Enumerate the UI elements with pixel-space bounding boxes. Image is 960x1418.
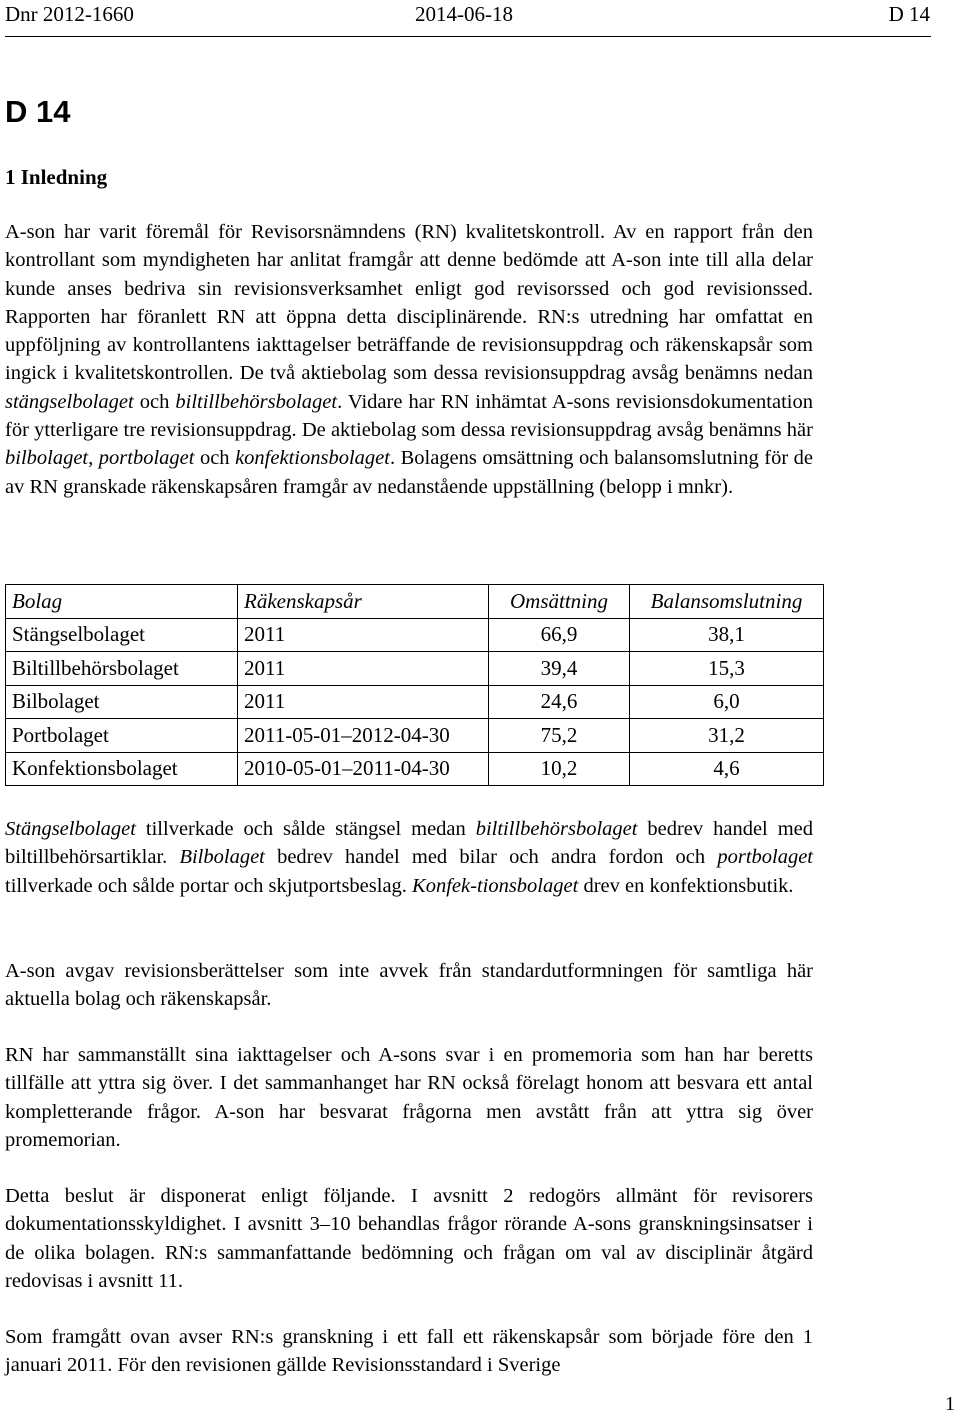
paragraph-memorandum <box>5 1041 813 1154</box>
cell-company: Stängselbolaget <box>6 618 238 652</box>
text-run: . Vidare har RN inhämtat A-sons revisionsdokumentation för ytterligare tre revisionsuppdrag. De aktiebolag som dessa revisionsuppdrag avsåg benämns här <box>5 390 813 442</box>
table-row <box>6 685 824 719</box>
cell-fiscal-year: 2011-05-01–2012-04-30 <box>238 719 489 753</box>
column-header-turnover: Omsättning <box>489 585 630 619</box>
text-run: bedrev handel med bilar och andra fordon och <box>264 846 718 869</box>
italic-text-run: portbolaget <box>98 447 195 470</box>
column-header-fiscal-year: Räkenskapsår <box>238 585 489 619</box>
text-run: Detta beslut är disponerat enligt följande. I avsnitt 2 redogörs allmänt för revisorers dokumentationsskyldighet. I avsnitt 3–10 behandlas frågor rörande A-sons granskningsinsatser i de olika bolagen. RN:s sammanfattande bedömning och frågan om val av disciplinär åtgärd redovisas i avsnitt 11. <box>5 1185 813 1292</box>
cell-balance-total: 15,3 <box>630 652 824 686</box>
cell-turnover: 66,9 <box>489 618 630 652</box>
text-run: tillverkade och sålde stängsel medan <box>135 818 476 840</box>
cell-turnover: 39,4 <box>489 652 630 686</box>
header-date: 2014-06-18 <box>415 2 513 26</box>
text-run: och <box>133 390 176 413</box>
text-run: bedrev handel med biltillbehörsartiklar. <box>5 818 813 869</box>
table-row <box>6 652 824 686</box>
text-run: A-son har varit föremål för Revisorsnämndens (RN) kvalitetskontroll. Av en rapport från den kontrollant som myndigheten har anlitat framgår att denne bedömde att A-son inte till alla delar kunde anses bedriva sin revisionsverksamhet enligt god revisorssed och god revisionssed. Rapporten har föranlett RN att öppna detta disciplinärende. RN:s utredning har omfattat en uppföljning av kontrollantens iakttagelser beträffande de revisionsuppdrag och räkenskapsår som ingick i kvalitetskontrollen. De två aktiebolag som dessa revisionsuppdrag avsåg benämns nedan <box>5 221 813 385</box>
cell-balance-total: 6,0 <box>630 685 824 719</box>
page-number: 1 <box>945 1393 955 1415</box>
cell-balance-total: 38,1 <box>630 618 824 652</box>
table-header-row <box>6 585 824 619</box>
paragraph-disposition <box>5 1182 813 1295</box>
text-run: . Bolagens omsättning och balansomslutning för de av RN granskade räkenskapsåren framgår av nedanstående uppställning (belopp i mnkr). <box>5 447 814 498</box>
cell-turnover: 24,6 <box>489 685 630 719</box>
table-row <box>6 618 824 652</box>
paragraph-standards <box>5 1323 813 1380</box>
text-run: , <box>88 447 99 470</box>
cell-fiscal-year: 2011 <box>238 685 489 719</box>
text-run: Som framgått ovan avser RN:s granskning i ett fall ett räkenskapsår som började före den 1 januari 2011. För den revisionen gällde Revisionsstandard i Sverige <box>5 1326 813 1377</box>
cell-turnover: 10,2 <box>489 752 630 786</box>
cell-fiscal-year: 2010-05-01–2011-04-30 <box>238 752 489 786</box>
header-decision-id: D 14 <box>888 2 930 26</box>
paragraph-audit-reports <box>5 957 813 1014</box>
italic-text-run: biltillbehörsbolaget <box>175 390 338 413</box>
italic-text-run: Stängselbolaget <box>5 818 136 840</box>
cell-fiscal-year: 2011 <box>238 618 489 652</box>
column-header-company: Bolag <box>6 585 238 619</box>
italic-text-run: Konfek-tionsbolaget <box>412 874 579 897</box>
cell-company: Portbolaget <box>6 719 238 753</box>
cell-company: Bilbolaget <box>6 685 238 719</box>
paragraph-intro <box>5 218 813 501</box>
text-run: RN har sammanställt sina iakttagelser och A-sons svar i en promemoria som han har beretts tillfälle att yttra sig över. I det sammanhanget har RN också förelagt honom att besvara ett antal kompletterande frågor. A-son har besvarat frågorna men avstått från att yttra sig över promemorian. <box>5 1044 813 1151</box>
cell-fiscal-year: 2011 <box>238 652 489 686</box>
cell-turnover: 75,2 <box>489 719 630 753</box>
cell-balance-total: 4,6 <box>630 752 824 786</box>
italic-text-run: portbolaget <box>717 846 814 869</box>
cell-company: Konfektionsbolaget <box>6 752 238 786</box>
text-run: tillverkade och sålde portar och skjutportsbeslag. <box>5 874 413 897</box>
cell-company: Biltillbehörsbolaget <box>6 652 238 686</box>
page-header <box>5 0 930 36</box>
italic-text-run: bilbolaget <box>5 447 89 470</box>
paragraph-company-descriptions <box>5 815 813 900</box>
text-run: A-son avgav revisionsberättelser som inte avvek från standardutformningen för samtliga här aktuella bolag och räkenskapsår. <box>5 960 813 1011</box>
header-case-number: Dnr 2012-1660 <box>5 2 134 26</box>
document-title: D 14 <box>5 94 71 129</box>
header-divider <box>5 36 931 37</box>
italic-text-run: konfektionsbolaget <box>235 447 390 470</box>
cell-balance-total: 31,2 <box>630 719 824 753</box>
table-row <box>6 752 824 786</box>
section-heading: 1 Inledning <box>5 165 108 189</box>
table-row <box>6 719 824 753</box>
company-financials-table <box>5 584 824 786</box>
italic-text-run: biltillbehörsbolaget <box>475 818 638 840</box>
italic-text-run: Bilbolaget <box>179 846 265 869</box>
italic-text-run: stängselbolaget <box>5 390 134 413</box>
column-header-balance-total: Balansomslutning <box>630 585 824 619</box>
text-run: drev en konfektionsbutik. <box>578 874 794 897</box>
text-run: och <box>194 447 236 470</box>
